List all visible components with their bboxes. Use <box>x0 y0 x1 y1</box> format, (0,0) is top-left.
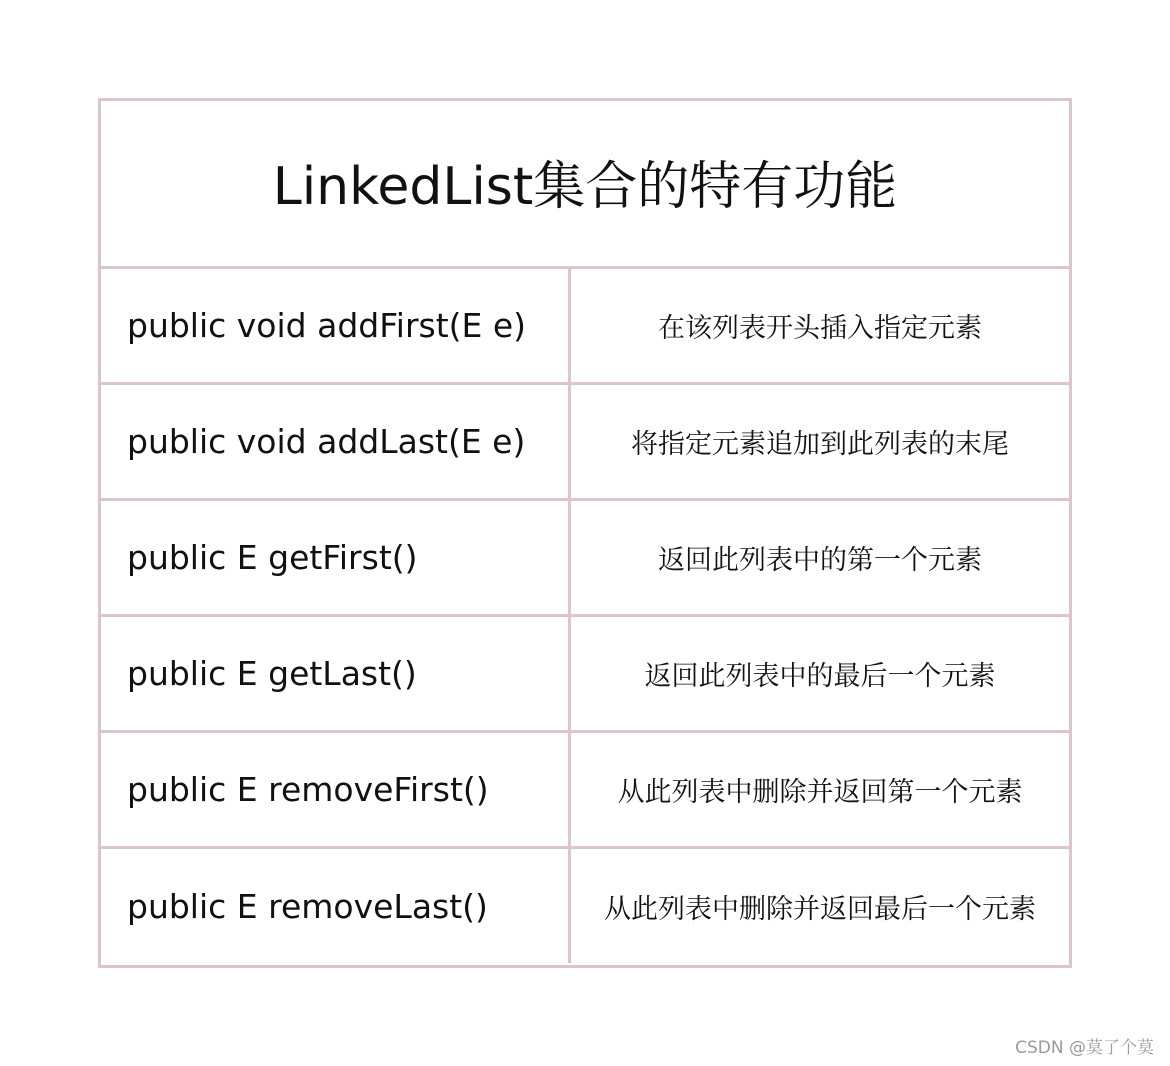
table-title: LinkedList集合的特有功能 <box>272 157 898 217</box>
table-title-cell <box>101 101 1069 269</box>
description-cell <box>571 501 1069 614</box>
table-row <box>101 733 1069 849</box>
description-cell <box>571 733 1069 846</box>
description-cell <box>571 617 1069 730</box>
description-cell <box>571 385 1069 498</box>
table-row <box>101 501 1069 617</box>
method-signature: public E removeFirst() <box>127 770 489 809</box>
method-signature: public void addFirst(E e) <box>127 306 527 345</box>
method-cell <box>101 733 571 846</box>
method-signature: public E removeLast() <box>127 886 488 926</box>
method-table <box>98 98 1072 968</box>
method-description: 返回此列表中的第一个元素 <box>658 545 982 576</box>
method-cell <box>101 269 571 382</box>
description-cell <box>571 269 1069 382</box>
method-cell <box>101 849 571 963</box>
method-description: 将指定元素追加到此列表的末尾 <box>631 429 1009 460</box>
method-description: 从此列表中删除并返回最后一个元素 <box>604 893 1036 925</box>
method-cell <box>101 617 571 730</box>
description-cell <box>571 849 1069 963</box>
table-row <box>101 617 1069 733</box>
method-description: 返回此列表中的最后一个元素 <box>644 661 996 692</box>
method-signature: public E getFirst() <box>127 538 418 577</box>
method-description: 从此列表中删除并返回第一个元素 <box>617 777 1023 808</box>
table-row <box>101 849 1069 963</box>
method-description: 在该列表开头插入指定元素 <box>658 313 982 344</box>
method-cell <box>101 501 571 614</box>
table-row <box>101 269 1069 385</box>
method-signature: public E getLast() <box>127 654 417 693</box>
table-row <box>101 385 1069 501</box>
method-cell <box>101 385 571 498</box>
table-body <box>101 269 1069 963</box>
method-signature: public void addLast(E e) <box>127 422 526 461</box>
watermark: CSDN @莫了个莫 <box>1015 1038 1154 1058</box>
